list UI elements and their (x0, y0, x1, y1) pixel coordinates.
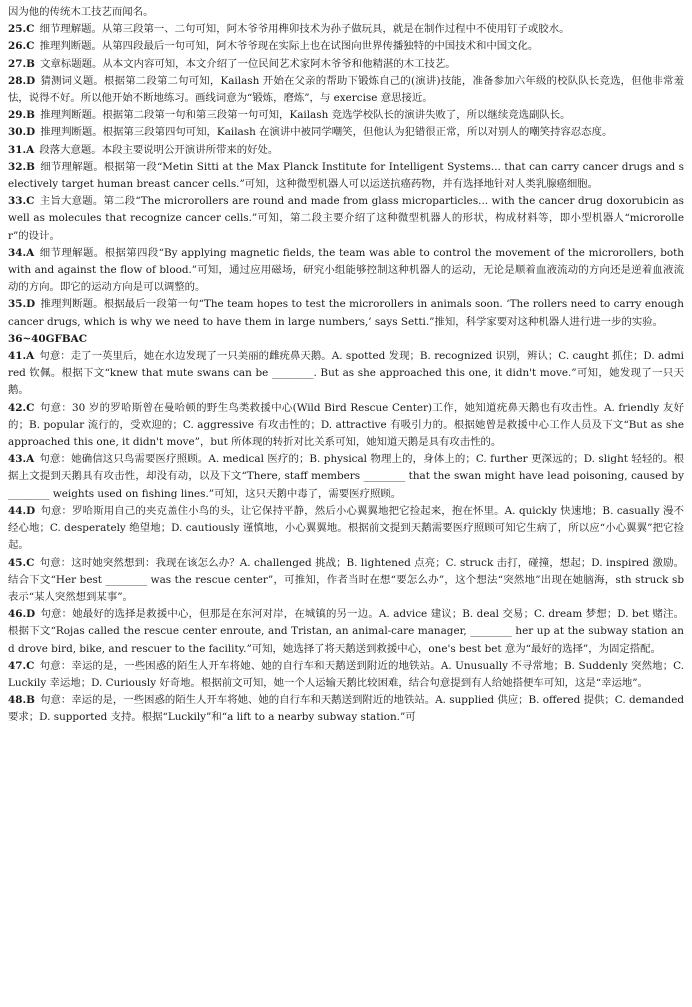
answer-letter: C (26, 195, 35, 208)
answer-item (8, 606, 684, 658)
answer-letter: C (26, 40, 35, 53)
answer-item (8, 296, 684, 330)
answer-item (8, 4, 684, 21)
explanation-text: 句意：她确信这只鸟需要医疗照顾。A. medical 医疗的；B. physical 物理上的，身体上的；C. further 更深远的；D. slight 轻轻的。根据上文提到天鹅具有攻击性，却没有动，以及下文“There, staff members ________ that the swan might have lead poisoning, caused by ________ weights used on fishing lines.”可知，这只天鹅中毒了，需要医疗照顾。 (8, 453, 684, 500)
explanation-text: 句意：她最好的选择是救援中心，但那是在东河对岸，在城镇的另一边。A. advice 建议；B. deal 交易；C. dream 梦想；D. bet 赌注。根据下文“Rojas called the rescue center enroute, and Tristan, an animal-care manager, ________ her up at the subway station and drove bird, bike, and rescuer to the facility.”可知，她选择了将天鹅送到救援中心，one's best bet 意为“最好的选择”，为固定搭配。 (8, 608, 684, 655)
explanation-text: 句意：走了一英里后，她在水边发现了一只美丽的雌疣鼻天鹅。A. spotted 发现；B. recognized 识别，辨认；C. caught 抓住；D. admired 钦佩。根据下文“knew that mute swans can be ________. But as she approached this one, it didn't move.”可知，她发现了一只天鹅。 (8, 350, 684, 397)
question-number: 25. (8, 23, 27, 36)
question-number: 44. (8, 504, 27, 517)
explanation-text: 句意：幸运的是，一些困惑的陌生人开车将她、她的自行车和天鹅送到附近的地铁站。A. supplied 供应；B. offered 提供；C. demanded 要求；D. supported 支持。根据“Luckily”和“a lift to a nearby subway station.”可 (8, 694, 684, 724)
explanation-text: 细节理解题。根据第四段“By applying magnetic fields, the team was able to control the movement of the microrollers, both with and against the flow of blood.”可知，通过应用磁场，研究小组能够控制这种机器人的运动，无论是顺着血液流动的方向还是逆着血液流动的方向。即它的运动方向是可以调整的。 (8, 246, 684, 294)
answer-letter: B (26, 57, 35, 70)
explanation-text: 主旨大意题。第二段“The microrollers are round and made from glass microparticles... with the cancer drug doxorubicin as well as molecules that recognize cancer cells.”可知，第二段主要介绍了这种微型机器人的形状，构成材料等，即小型机器人“microroller”的设计。 (8, 195, 684, 242)
explanation-text: 细节理解题。根据第一段“Metin Sitti at the Max Planck Institute for Intelligent Systems... that can carry cancer drugs and selectively target human breast cancer cells.”可知，这种微型机器人可以运送抗癌药物，并有选择地针对人类乳腺癌细胞。 (8, 160, 684, 191)
answer-item (8, 21, 684, 38)
answer-item (8, 245, 684, 297)
answer-letter: B (26, 109, 35, 122)
answer-letter: GFBAC (45, 332, 88, 345)
answer-letter: C (26, 659, 35, 672)
question-number: 41. (8, 350, 27, 363)
explanation-text: 推理判断题。从第四段最后一句可知，阿木爷爷现在实际上也在试图向世界传播独特的中国技术和中国文化。 (39, 40, 539, 53)
answer-item (8, 142, 684, 159)
answer-item (8, 159, 684, 193)
question-number: 35. (8, 298, 27, 311)
question-number: 27. (8, 57, 27, 70)
answer-item (8, 400, 684, 452)
answer-item (8, 38, 684, 55)
question-number: 26. (8, 40, 27, 53)
question-number: 43. (8, 453, 27, 466)
question-number: 33. (8, 195, 27, 208)
explanation-text: 句意：这时她突然想到：我现在该怎么办？A. challenged 挑战；B. lightened 点亮；C. struck 击打，碰撞，想起；D. inspired 激励。结合下文“Her best ________ was the rescue center”，可推知，作者当时在想“要怎么办”，这个想法“突然地”出现在她脑海，sth struck sb 表示“某人突然想到某事”。 (8, 556, 684, 603)
answer-item (8, 107, 684, 124)
question-number: 36~40 (8, 332, 46, 345)
answer-item (8, 348, 684, 400)
question-number: 46. (8, 608, 27, 621)
explanation-text: 句意：30 岁的罗哈斯曾在曼哈顿的野生鸟类救援中心(Wild Bird Rescue Center)工作，她知道疣鼻天鹅也有攻击性。A. friendly 友好的；B. popular 流行的，受欢迎的；C. aggressive 有攻击性的；D. attractive 有吸引力的。根据她曾是救援中心工作人员及下文“But as she approached this one, it didn't move”，but 所体现的转折对比关系可知，她知道天鹅是具有攻击性的。 (8, 401, 684, 449)
answer-item (8, 451, 684, 503)
question-number: 47. (8, 659, 27, 672)
answer-letter: C (26, 556, 35, 569)
answer-letter: D (26, 126, 36, 139)
explanation-text: 段落大意题。本段主要说明公开演讲所带来的好处。 (39, 143, 279, 156)
question-number: 34. (8, 246, 27, 259)
answer-item (8, 658, 684, 692)
question-number: 31. (8, 143, 27, 156)
question-number: 32. (8, 160, 27, 173)
answer-letter: B (26, 160, 35, 173)
explanation-text: 推理判断题。根据第二段第一句和第三段第一句可知，Kailash 竞选学校队长的演讲失败了，所以继续竞选副队长。 (40, 109, 571, 122)
answer-letter: C (26, 23, 35, 36)
answer-letter: C (26, 401, 35, 414)
question-number: 45. (8, 556, 27, 569)
question-number: 48. (8, 694, 27, 707)
answer-item (8, 692, 684, 726)
answer-letter: D (26, 74, 36, 87)
explanation-text: 句意：幸运的是，一些困惑的陌生人开车将她、她的自行车和天鹅送到附近的地铁站。A. Unusually 不寻常地；B. Suddenly 突然地；C. Luckily 幸运地；D. Curiously 好奇地。根据前文可知，她一个人运输天鹅比较困难，结合句意提到有人给她搭便车可知，这是“幸运地”。 (8, 659, 684, 689)
explanation-text: 句意：罗哈斯用自己的夹克盖住小鸟的头，让它保持平静，然后小心翼翼地把它捡起来，抱在怀里。A. quickly 快速地；B. casually 漫不经心地；C. desperately 绝望地；D. cautiously 谨慎地，小心翼翼地。根据前文提到天鹅需要医疗照顾可知它生病了，所以应“小心翼翼”把它捡起。 (8, 504, 684, 552)
explanation-text: 细节理解题。从第三段第一、二句可知，阿木爷爷用榫卯技术为孙子做玩具，就是在制作过程中不使用钉子或胶水。 (39, 23, 570, 36)
question-number: 42. (8, 401, 27, 414)
answer-item (8, 331, 684, 348)
answer-letter: A (26, 246, 35, 259)
explanation-text: 因为他的传统木工技艺而闻名。 (8, 6, 154, 18)
explanation-text: 猜测词义题。根据第二段第二句可知，Kailash 开始在父亲的帮助下锻炼自己的(演讲)技能，准备参加六年级的校队队长竞选，但他非常羞怯，说得不好。所以他开始不断地练习。画线词意为“锻炼，磨炼”，与 exercise 意思接近。 (8, 74, 684, 105)
question-number: 30. (8, 126, 27, 139)
answer-letter: B (26, 694, 35, 707)
answer-item (8, 73, 684, 107)
explanation-text: 文章标题题。从本文内容可知，本文介绍了一位民间艺术家阿木爷爷和他精湛的木工技艺。 (40, 57, 456, 70)
answer-letter: A (26, 143, 35, 156)
answer-letter: D (26, 298, 36, 311)
explanation-text: 推理判断题。根据第三段第四句可知，Kailash 在演讲中被同学嘲笑，但他认为犯错很正常，所以对别人的嘲笑持容忍态度。 (40, 126, 613, 139)
answer-item (8, 555, 684, 607)
explanation-text: 推理判断题。根据最后一段第一句“The team hopes to test the microrollers in animals soon. ‘The rollers need to carry enough cancer drugs, which is why we need to have them in large numbers,’ says Setti.”推知，科学家要对这种机器人进行进一步的实验。 (8, 298, 684, 328)
answer-item (8, 56, 684, 73)
question-number: 29. (8, 109, 27, 122)
answer-letter: D (26, 608, 36, 621)
answer-item (8, 503, 684, 555)
answer-item (8, 193, 684, 245)
answer-letter: D (26, 504, 36, 517)
answer-letter: A (26, 453, 35, 466)
question-number: 28. (8, 74, 27, 87)
answer-letter: A (26, 350, 35, 363)
answer-item (8, 124, 684, 141)
